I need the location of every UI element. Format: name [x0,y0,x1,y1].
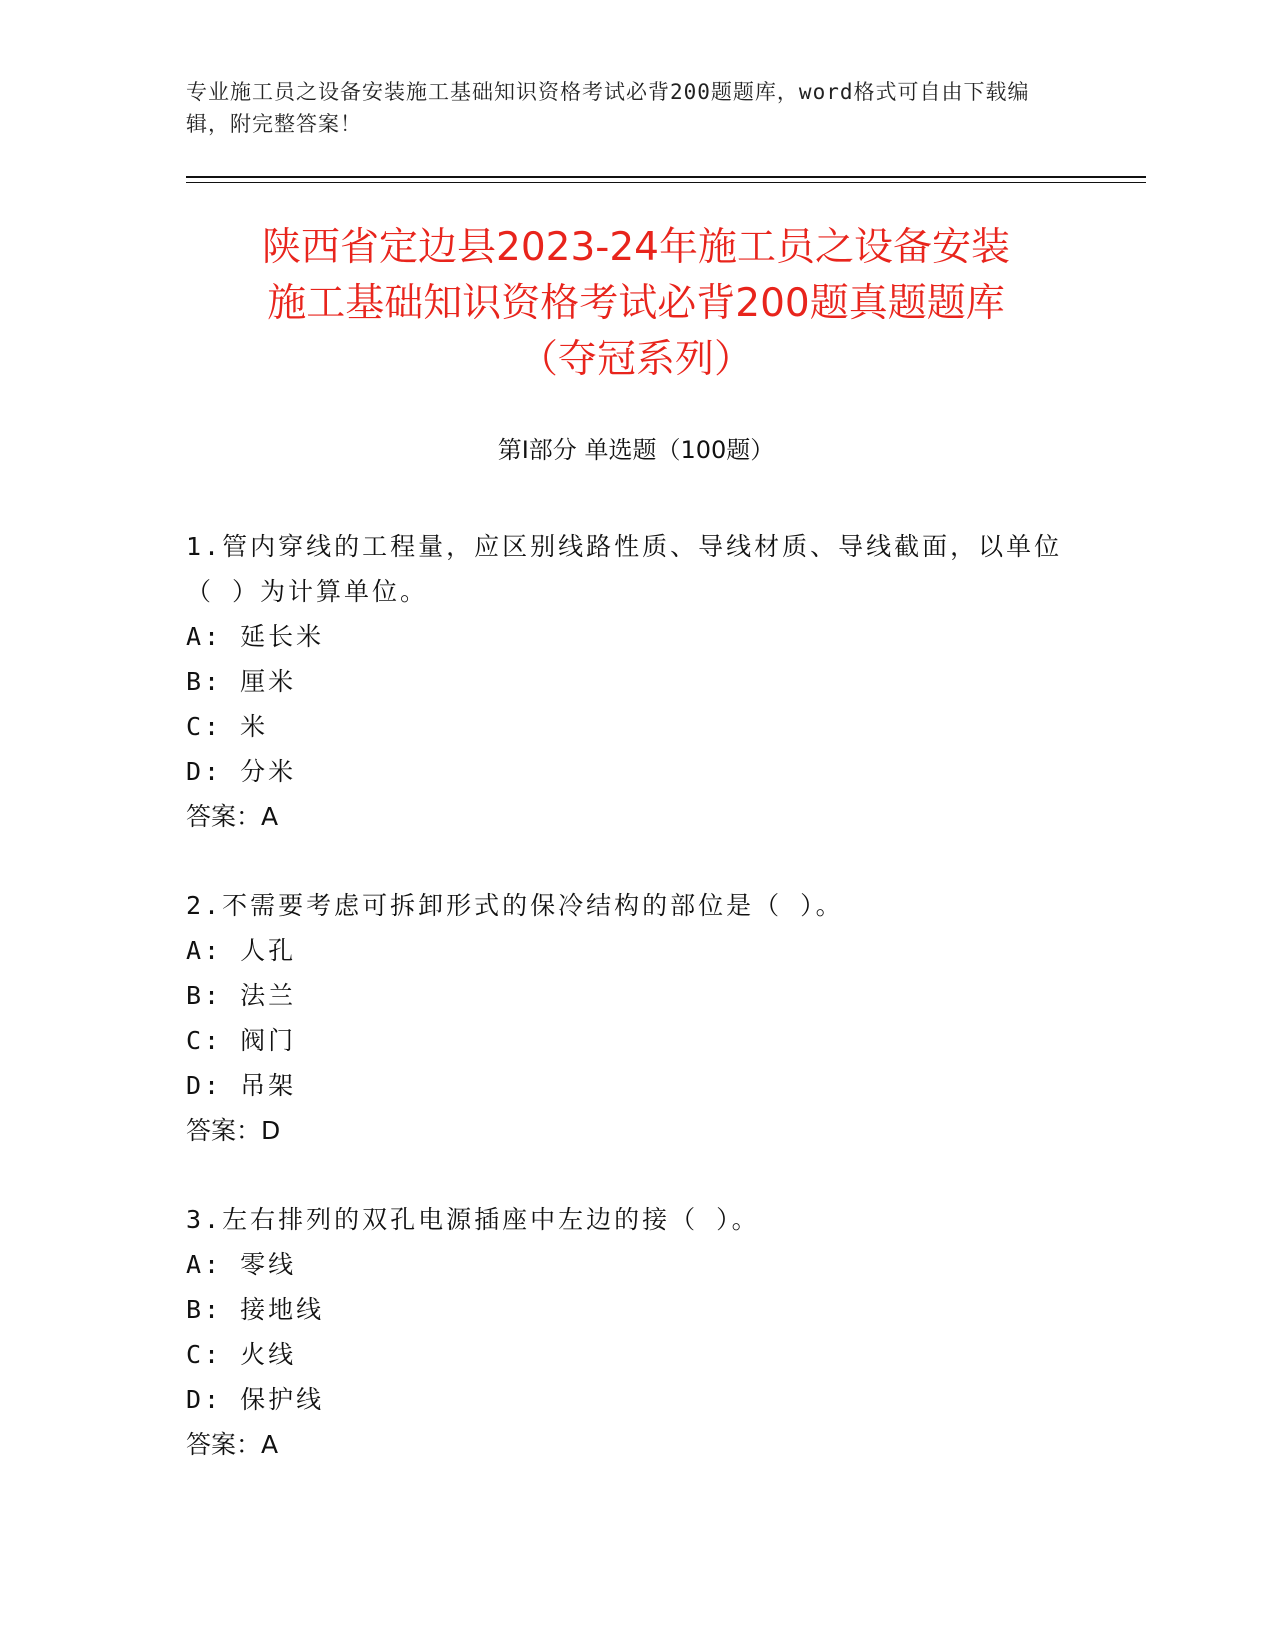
option-d: D: 分米 [186,757,297,786]
document-title-line-1: 陕西省定边县2023-24年施工员之设备安装 [262,225,1010,270]
answer: 答案：A [186,1430,279,1459]
question-stem: 1.管内穿线的工程量，应区别线路性质、导线材质、导线截面，以单位（ ）为计算单位。 [186,532,1063,606]
option-b: B: 法兰 [186,981,297,1010]
question-1 [186,524,1066,839]
question-3 [186,1197,1066,1467]
question-list [186,524,1066,1511]
header-divider-thick [186,176,1146,178]
answer: 答案：D [186,1116,281,1145]
option-c: C: 米 [186,712,269,741]
question-stem: 3.左右排列的双孔电源插座中左边的接（ ）。 [186,1205,760,1234]
option-c: C: 火线 [186,1340,297,1369]
option-b: B: 接地线 [186,1295,325,1324]
option-d: D: 吊架 [186,1071,297,1100]
option-b: B: 厘米 [186,667,297,696]
question-stem: 2.不需要考虑可拆卸形式的保冷结构的部位是（ ）。 [186,891,844,920]
option-a: A: 延长米 [186,622,325,651]
option-c: C: 阀门 [186,1026,297,1055]
document-title-line-2: 施工基础知识资格考试必背200题真题题库 [267,281,1005,326]
option-a: A: 零线 [186,1250,297,1279]
question-2 [186,883,1066,1153]
document-title [186,220,1086,388]
header-divider-thin [186,182,1146,183]
option-d: D: 保护线 [186,1385,325,1414]
section-heading: 第Ⅰ部分 单选题（100题） [497,436,775,464]
option-a: A: 人孔 [186,936,297,965]
header-note: 专业施工员之设备安装施工基础知识资格考试必背200题题库，word格式可自由下载编辑，附完整答案！ [186,80,1030,136]
answer: 答案：A [186,802,279,831]
document-title-line-3: （夺冠系列） [518,337,753,382]
